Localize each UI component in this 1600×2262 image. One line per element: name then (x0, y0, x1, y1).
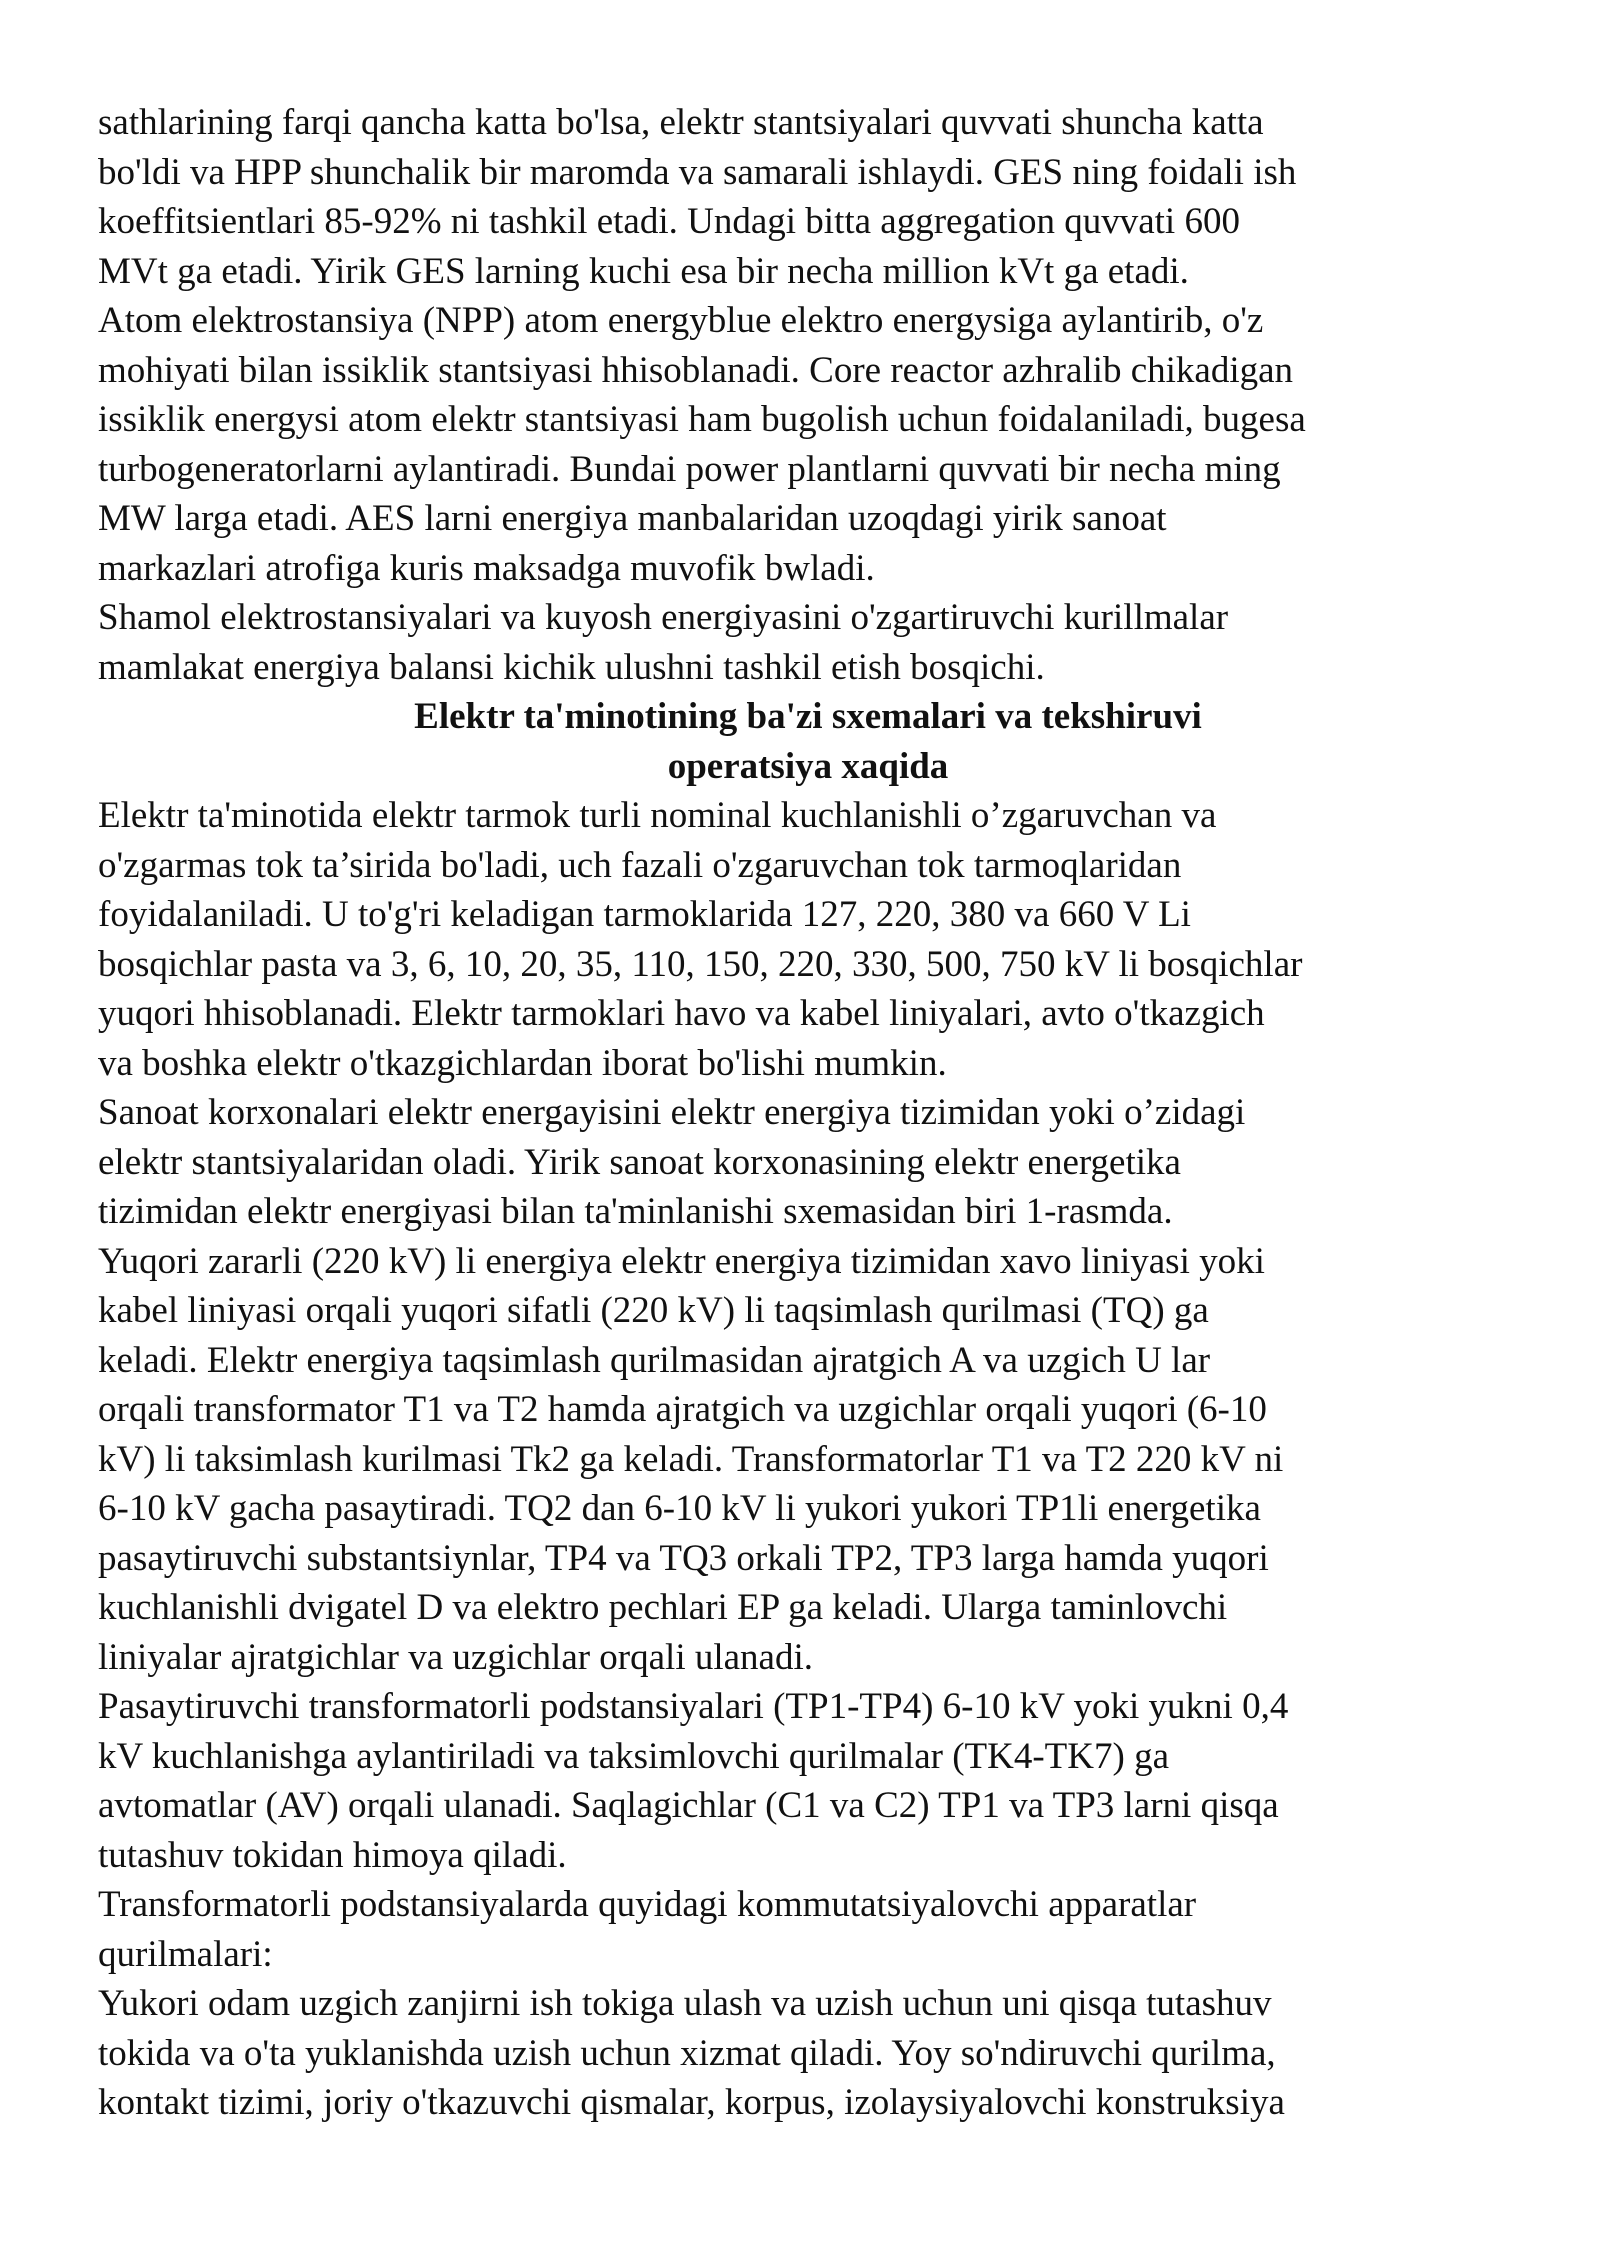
text-line: kV) li taksimlash kurilmasi Tk2 ga keladi. Transformatorlar T1 va T2 220 kV ni (98, 1438, 1284, 1480)
paragraph-bottom (98, 791, 1518, 2128)
text-line: bo'ldi va HPP shunchalik bir maromda va samarali ishlaydi. GES ning foidali ish (98, 151, 1297, 193)
paragraph-top (98, 98, 1518, 692)
text-line: bosqichlar pasta va 3, 6, 10, 20, 35, 110, 150, 220, 330, 500, 750 kV li bosqichlar (98, 943, 1303, 985)
text-line: kabel liniyasi orqali yuqori sifatli (220 kV) li taqsimlash qurilmasi (TQ) ga (98, 1290, 1209, 1331)
text-line: sathlarining farqi qancha katta bo'lsa, elektr stantsiyalari quvvati shuncha katta (98, 102, 1264, 143)
text-line: va boshka elektr o'tkazgichlardan iborat bo'lishi mumkin. (98, 1042, 947, 1084)
text-line: mamlakat energiya balansi kichik ulushni tashkil etish bosqichi. (98, 646, 1045, 688)
text-line: elektr stantsiyalaridan oladi. Yirik sanoat korxonasining elektr energetika (98, 1141, 1181, 1183)
text-line: avtomatlar (AV) orqali ulanadi. Saqlagichlar (C1 va C2) TP1 va TP3 larni qisqa (98, 1785, 1279, 1826)
text-line: koeffitsientlari 85-92% ni tashkil etadi. Undagi bitta aggregation quvvati 600 (98, 201, 1240, 242)
text-line: liniyalar ajratgichlar va uzgichlar orqali ulanadi. (98, 1636, 814, 1678)
text-line: Yukori odam uzgich zanjirni ish tokiga ulash va uzish uchun uni qisqa tutashuv (98, 1983, 1272, 2024)
text-line: turbogeneratorlarni aylantiradi. Bundai power plantlarni quvvati bir necha ming (98, 448, 1281, 490)
text-line: pasaytiruvchi substantsiynlar, TP4 va TQ3 orkali TP2, TP3 larga hamda yuqori (98, 1537, 1269, 1579)
document-page (98, 98, 1518, 2128)
text-line: markazlari atrofiga kuris maksadga muvofik bwladi. (98, 547, 875, 589)
text-line: Sanoat korxonalari elektr energayisini elektr energiya tizimidan yoki o’zidagi (98, 1092, 1246, 1133)
text-line: kV kuchlanishga aylantiriladi va taksimlovchi qurilmalar (TK4-TK7) ga (98, 1735, 1169, 1777)
text-line: issiklik energysi atom elektr stantsiyasi ham bugolish uchun foidalaniladi, bugesa (98, 399, 1306, 440)
text-line: Atom elektrostansiya (NPP) atom energyblue elektro energysiga aylantirib, o'z (98, 300, 1264, 341)
text-line: yuqori hhisoblanadi. Elektr tarmoklari havo va kabel liniyalari, avto o'tkazgich (98, 993, 1265, 1034)
text-line: mohiyati bilan issiklik stantsiyasi hhisoblanadi. Core reactor azhralib chikadigan (98, 349, 1294, 391)
text-line: foyidalaniladi. U to'g'ri keladigan tarmoklarida 127, 220, 380 va 660 V Li (98, 894, 1191, 935)
text-line: 6-10 kV gacha pasaytiradi. TQ2 dan 6-10 kV li yukori yukori TP1li energetika (98, 1488, 1261, 1529)
text-line: Yuqori zararli (220 kV) li energiya elektr energiya tizimidan xavo liniyasi yoki (98, 1240, 1265, 1282)
heading-line: operatsiya xaqida (667, 745, 949, 787)
text-line: o'zgarmas tok ta’sirida bo'ladi, uch fazali o'zgaruvchan tok tarmoqlaridan (98, 844, 1182, 886)
text-line: qurilmalari: (98, 1933, 273, 1975)
text-line: Pasaytiruvchi transformatorli podstansiyalari (TP1-TP4) 6-10 kV yoki yukni 0,4 (98, 1686, 1289, 1727)
heading-line: Elektr ta'minotining ba'zi sxemalari va tekshiruvi (414, 696, 1202, 737)
text-line: kuchlanishli dvigatel D va elektro pechlari EP ga keladi. Ularga taminlovchi (98, 1587, 1228, 1628)
text-line: tokida va o'ta yuklanishda uzish uchun xizmat qiladi. Yoy so'ndiruvchi qurilma, (98, 2032, 1276, 2074)
text-line: orqali transformator T1 va T2 hamda ajratgich va uzgichlar orqali yuqori (6-10 (98, 1389, 1267, 1430)
text-line: Transformatorli podstansiyalarda quyidagi kommutatsiyalovchi apparatlar (98, 1884, 1197, 1925)
text-line: tutashuv tokidan himoya qiladi. (98, 1834, 567, 1876)
text-line: kontakt tizimi, joriy o'tkazuvchi qismalar, korpus, izolaysiyalovchi konstruksiya (98, 2082, 1285, 2123)
text-line: Elektr ta'minotida elektr tarmok turli nominal kuchlanishli o’zgaruvchan va (98, 795, 1217, 836)
section-heading (98, 692, 1518, 791)
text-line: MW larga etadi. AES larni energiya manbalaridan uzoqdagi yirik sanoat (98, 498, 1167, 539)
text-line: keladi. Elektr energiya taqsimlash qurilmasidan ajratgich A va uzgich U lar (98, 1339, 1211, 1381)
text-line: MVt ga etadi. Yirik GES larning kuchi esa bir necha million kVt ga etadi. (98, 250, 1189, 292)
text-line: Shamol elektrostansiyalari va kuyosh energiyasini o'zgartiruvchi kurillmalar (98, 597, 1229, 638)
text-line: tizimidan elektr energiyasi bilan ta'minlanishi sxemasidan biri 1-rasmda. (98, 1191, 1173, 1232)
